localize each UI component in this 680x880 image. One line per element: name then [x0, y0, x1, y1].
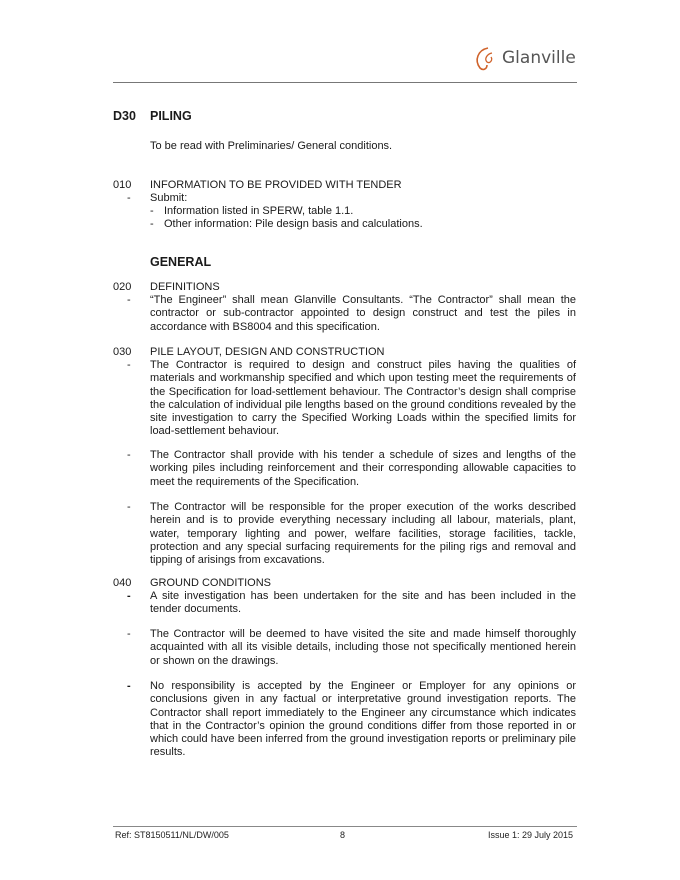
- bullet-dash: -: [127, 628, 131, 640]
- footer-page-number: 8: [340, 830, 346, 840]
- section-intro: To be read with Preliminaries/ General conditions.: [150, 140, 393, 152]
- footer-rule: [113, 826, 577, 827]
- footer-reference: Ref: ST8150511/NL/DW/005: [115, 830, 229, 840]
- bullet-dash: -: [127, 359, 131, 371]
- clause-020-text: “The Engineer” shall mean Glanville Consultants. “The Contractor” shall mean the contractor or sub-contractor appointed to design construct and test the piles in accordance with BS8004 and this specification.: [150, 294, 576, 333]
- glanville-swirl-icon: [470, 44, 500, 74]
- clause-030-paragraph-3: The Contractor will be responsible for the proper execution of the works described herein and is to provide everything necessary including all labour, materials, plant, water, temporary lighting and power, welfare facilities, storage facilities, tackle, protection and any special surfacing requirements for the piling rigs and removal and tipping of arisings from excavations.: [150, 501, 576, 567]
- clause-030-paragraph-2: The Contractor shall provide with his tender a schedule of sizes and lengths of the working piles including reinforcement and their corresponding allowable capacities to meet the requirements of the Specification.: [150, 449, 576, 488]
- clause-030-number: 030: [113, 346, 132, 358]
- header-rule: [113, 82, 577, 83]
- clause-040-heading: GROUND CONDITIONS: [150, 577, 271, 589]
- bullet-dash: -: [127, 294, 131, 306]
- general-title: GENERAL: [150, 255, 212, 269]
- clause-040-paragraph-2: The Contractor will be deemed to have visited the site and made himself thoroughly acquainted with all its visible details, including those not specifically mentioned herein or shown on the drawings.: [150, 628, 576, 667]
- clause-020-heading: DEFINITIONS: [150, 281, 220, 293]
- section-code: D30: [113, 109, 136, 123]
- clause-010-heading: INFORMATION TO BE PROVIDED WITH TENDER: [150, 179, 402, 191]
- logo-text: Glanville: [502, 48, 576, 68]
- clause-040-paragraph-3: No responsibility is accepted by the Engineer or Employer for any opinions or conclusions given in any factual or interpretative ground investigation reports. The Contractor shall report immediately to the Engineer any circumstance which indicates that in the Contractor’s opinion the ground conditions differ from those reported in or which could have been inferred from the ground investigation reports or preliminary pile results.: [150, 680, 576, 759]
- section-title: PILING: [150, 109, 192, 123]
- bullet-dash: -: [127, 192, 131, 204]
- bullet-dash: -: [127, 680, 131, 692]
- clause-010-item-2: - Other information: Pile design basis and calculations.: [150, 218, 423, 230]
- bullet-dash: -: [127, 590, 131, 602]
- bullet-dash: -: [127, 501, 131, 513]
- clause-040-paragraph-1: A site investigation has been undertaken for the site and has been included in the tender documents.: [150, 590, 576, 616]
- footer-issue-date: Issue 1: 29 July 2015: [488, 830, 574, 840]
- clause-010-submit: Submit:: [150, 192, 188, 204]
- clause-040-number: 040: [113, 577, 132, 589]
- bullet-dash: -: [127, 449, 131, 461]
- clause-020-number: 020: [113, 281, 132, 293]
- glanville-logo: [470, 44, 580, 74]
- clause-030-paragraph-1: The Contractor is required to design and construct piles having the qualities of materials and workmanship specified and which upon testing meet the requirements of the Specification for load-settlement behaviour. The Contractor’s design shall comprise the calculation of individual pile lengths based on the ground conditions revealed by the site investigation to carry the Specified Working Loads within the specified limits for load-settlement behaviour.: [150, 359, 576, 438]
- clause-030-heading: PILE LAYOUT, DESIGN AND CONSTRUCTION: [150, 346, 385, 358]
- clause-010-item-1: - Information listed in SPERW, table 1.1.: [150, 205, 354, 217]
- clause-010-number: 010: [113, 179, 132, 191]
